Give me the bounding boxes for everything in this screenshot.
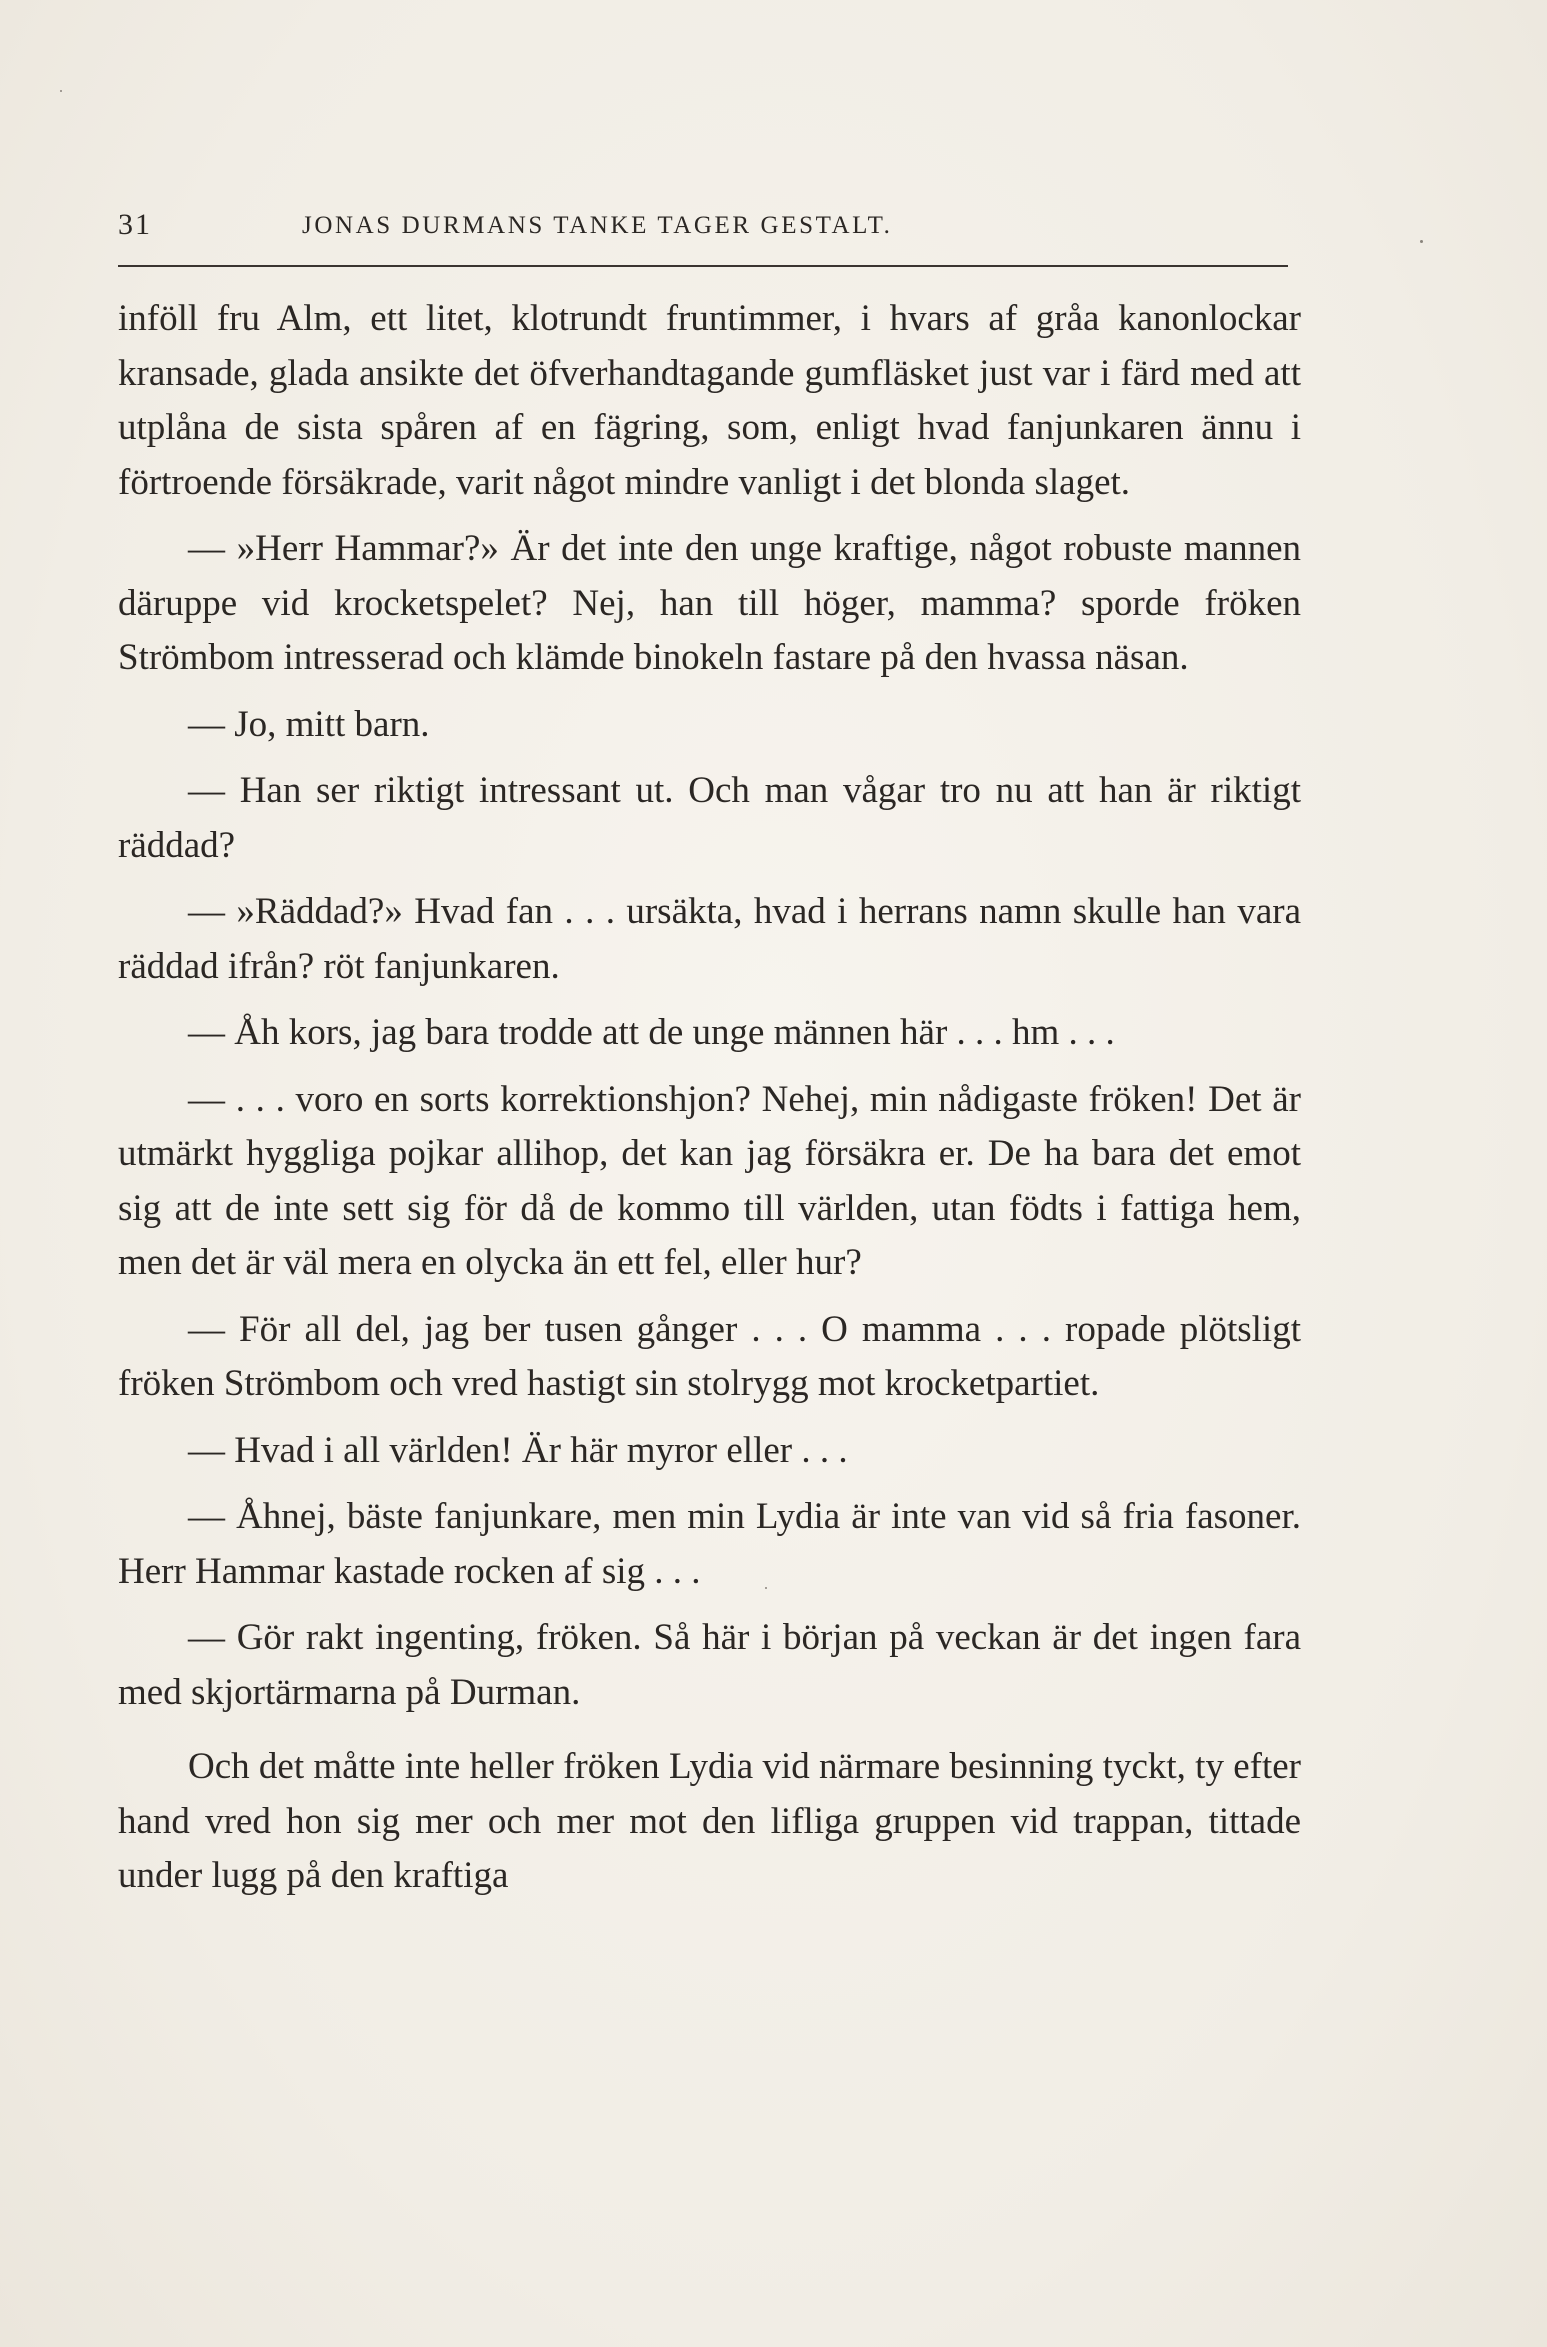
paper-speck xyxy=(60,90,62,92)
paragraph-1: inföll fru Alm, ett litet, klotrundt fruntimmer, i hvars af gråa kanonlockar kransade, glada ansikte det öfverhandtagande gumfläsket just var i färd med att utplåna de sista spåren af en fägring, som, enligt hvad fanjunkaren ännu i förtroende försäkrade, varit något mindre vanligt i det blonda slaget. xyxy=(118,298,1301,503)
page-number: 31 xyxy=(118,208,152,241)
paragraph-11: — Gör rakt ingenting, fröken. Så här i början på veckan är det ingen fara med skjortärmarna på Durman. xyxy=(118,1617,1301,1713)
paragraph-2: — »Herr Hammar?» Är det inte den unge kraftige, något robuste mannen däruppe vid krocketspelet? Nej, han till höger, mamma? sporde fröken Strömbom intresserad och klämde binokeln fastare på den hvassa näsan. xyxy=(118,528,1301,678)
header-rule xyxy=(118,265,1288,267)
paragraph-4: — Han ser riktigt intressant ut. Och man vågar tro nu att han är riktigt räddad? xyxy=(118,770,1301,866)
running-title: JONAS DURMANS TANKE TAGER GESTALT. xyxy=(302,212,893,239)
paragraph-6: — Åh kors, jag bara trodde att de unge männen här . . . hm . . . xyxy=(188,1012,1115,1053)
paragraph-12: Och det måtte inte heller fröken Lydia vid närmare besinning tyckt, ty efter hand vred hon sig mer och mer mot den lifliga gruppen vid trappan, tittade under lugg på den kraftiga xyxy=(118,1746,1301,1896)
paragraph-3: — Jo, mitt barn. xyxy=(188,703,430,745)
paper-speck xyxy=(1420,240,1423,243)
paragraph-7: — . . . voro en sorts korrektionshjon? Nehej, min nådigaste fröken! Det är utmärkt hyggliga pojkar allihop, det kan jag försäkra er. De ha bara det emot sig att de inte sett sig för då de kommo till världen, utan födts i fattiga hem, men det är väl mera en olycka än ett fel, eller hur? xyxy=(118,1078,1301,1283)
paragraph-9: — Hvad i all världen! Är här myror eller . . . xyxy=(188,1429,848,1471)
paragraph-8: — För all del, jag ber tusen gånger . . . O mamma . . . ropade plötsligt fröken Strömbom och vred hastigt sin stolrygg mot krocketpartiet. xyxy=(118,1308,1301,1404)
paragraph-10: — Åhnej, bäste fanjunkare, men min Lydia är inte van vid så fria fasoner. Herr Hammar kastade rocken af sig . . . xyxy=(118,1496,1301,1592)
paragraph-5: — »Räddad?» Hvad fan . . . ursäkta, hvad i herrans namn skulle han vara räddad ifrån? röt fanjunkaren. xyxy=(118,891,1301,987)
body-text xyxy=(118,292,1301,1904)
page-header xyxy=(118,208,1288,258)
paper-speck xyxy=(765,1587,767,1589)
